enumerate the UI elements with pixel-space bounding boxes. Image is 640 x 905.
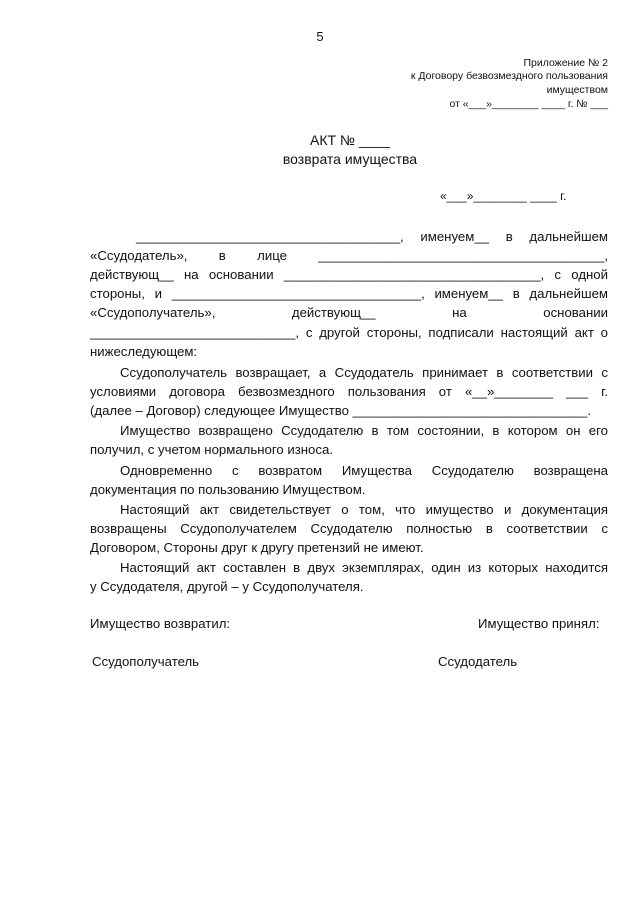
- body-line-9: условиями договора безвозмездного пользования от «__»________ ___ г.: [90, 384, 608, 399]
- appendix-line-1: Приложение № 2: [523, 57, 608, 69]
- body-line-18: Настоящий акт составлен в двух экземплярах, один из которых находится: [120, 560, 608, 575]
- accepted-by-label: Имущество принял:: [478, 616, 600, 631]
- body-line-16: возвращены Ссудополучателем Ссудодателю полностью в соответствии с: [90, 521, 608, 536]
- body-line-14: документация по пользованию Имуществом.: [90, 482, 366, 497]
- body-line-5: «Ссудополучатель», действующ__ на основании: [90, 305, 608, 320]
- act-date: «___»________ ____ г.: [440, 189, 567, 203]
- lender-signature-label: Ссудодатель: [438, 654, 518, 669]
- borrower-signature-label: Ссудополучатель: [92, 654, 200, 669]
- appendix-line-4: от «___»________ ____ г. № ___: [449, 98, 608, 110]
- body-line-13: Одновременно с возвратом Имущества Ссудодателю возвращена: [120, 463, 608, 478]
- body-line-19: у Ссудодателя, другой – у Ссудополучателя.: [90, 579, 364, 594]
- returned-by-label: Имущество возвратил:: [90, 616, 231, 631]
- body-line-17: Договором, Стороны друг к другу претензий не имеют.: [90, 540, 424, 555]
- body-line-2: «Ссудодатель», в лице _______________________________________,: [90, 248, 608, 263]
- body-line-8: Ссудополучатель возвращает, а Ссудодатель принимает в соответствии с: [120, 365, 608, 380]
- body-line-10: (далее – Договор) следующее Имущество ________________________________.: [90, 403, 592, 418]
- body-line-7: нижеследующем:: [90, 344, 198, 359]
- body-line-12: получил, с учетом нормального износа.: [90, 442, 333, 457]
- body-line-3: действующ__ на основании ___________________________________, с одной: [90, 267, 608, 282]
- body-line-11: Имущество возвращено Ссудодателю в том состоянии, в котором он его: [120, 423, 608, 438]
- act-subtitle: возврата имущества: [282, 151, 418, 167]
- appendix-line-3: имуществом: [546, 84, 608, 96]
- body-line-4: стороны, и __________________________________, именуем__ в дальнейшем: [90, 286, 608, 301]
- appendix-line-2: к Договору безвозмездного пользования: [410, 70, 608, 82]
- body-line-1: ____________________________________, именуем__ в дальнейшем: [136, 229, 608, 244]
- act-title: АКТ № ____: [310, 132, 390, 148]
- body-line-6: ____________________________, с другой стороны, подписали настоящий акт о: [90, 325, 608, 340]
- page-number: 5: [316, 29, 324, 44]
- body-line-15: Настоящий акт свидетельствует о том, что имущество и документация: [120, 502, 608, 517]
